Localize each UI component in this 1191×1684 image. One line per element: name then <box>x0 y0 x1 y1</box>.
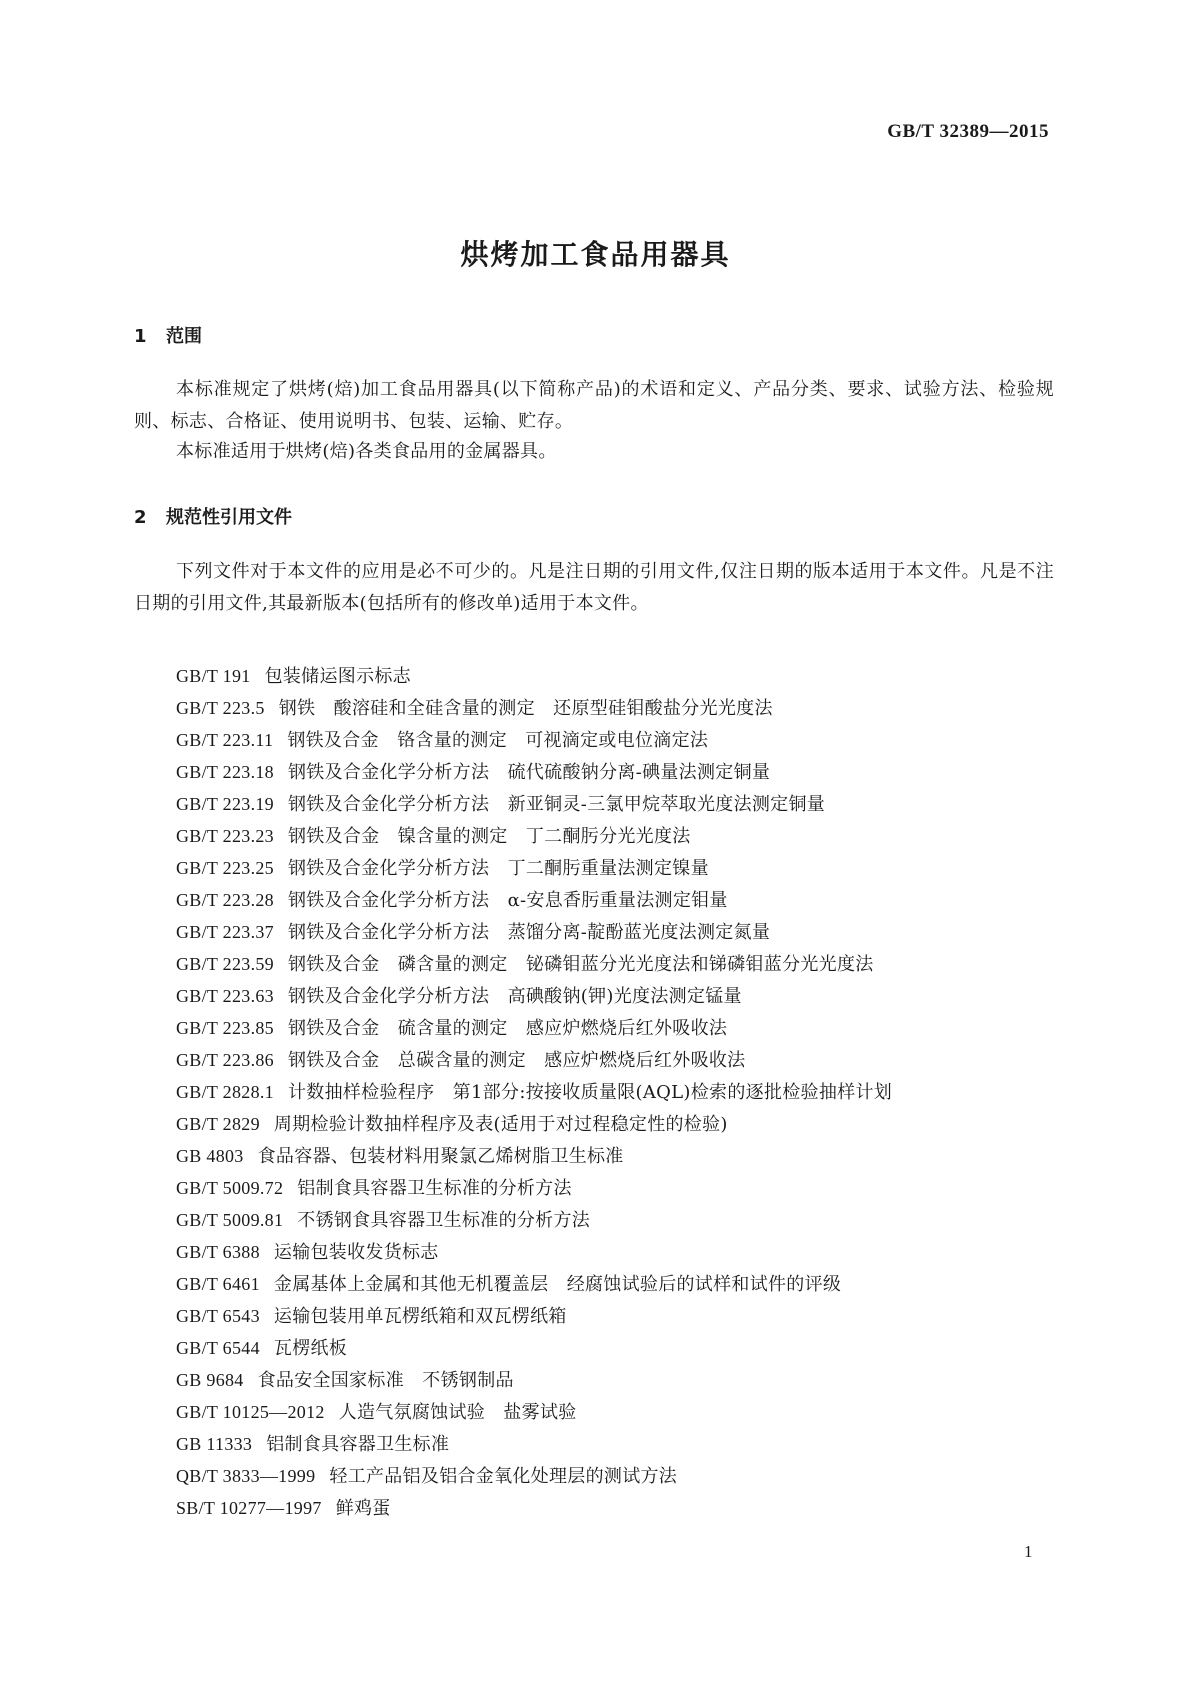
reference-title: 食品容器、包装材料用聚氯乙烯树脂卫生标准 <box>257 1146 624 1167</box>
reference-title: 铝制食具容器卫生标准 <box>266 1434 450 1455</box>
reference-title: 食品安全国家标准 不锈钢制品 <box>257 1370 514 1391</box>
reference-item <box>176 1332 892 1364</box>
reference-code: SB/T 10277—1997 <box>176 1498 322 1518</box>
reference-code: GB/T 10125—2012 <box>176 1402 325 1422</box>
reference-title: 钢铁及合金化学分析方法 丁二酮肟重量法测定镍量 <box>287 858 709 879</box>
reference-title: 人造气氛腐蚀试验 盐雾试验 <box>338 1402 577 1423</box>
section-2-intro: 下列文件对于本文件的应用是必不可少的。凡是注日期的引用文件,仅注日期的版本适用于本文件。凡是不注日期的引用文件,其最新版本(包括所有的修改单)适用于本文件。 <box>134 561 1054 614</box>
reference-title: 钢铁及合金 总碳含量的测定 感应炉燃烧后红外吸收法 <box>287 1050 746 1071</box>
section-1-heading <box>134 322 202 348</box>
reference-code: GB/T 223.28 <box>176 890 274 910</box>
reference-code: GB/T 6388 <box>176 1242 260 1262</box>
reference-code: GB 11333 <box>176 1434 253 1454</box>
reference-code: GB/T 223.63 <box>176 986 274 1006</box>
reference-item <box>176 1364 892 1396</box>
page-number: 1 <box>1024 1542 1033 1561</box>
reference-code: GB/T 223.25 <box>176 858 274 878</box>
reference-code: GB/T 2829 <box>176 1114 260 1134</box>
section-1-title: 范围 <box>166 326 202 347</box>
reference-item <box>176 948 892 980</box>
reference-item <box>176 820 892 852</box>
reference-title: 运输包装收发货标志 <box>273 1242 439 1263</box>
section-1-number: 1 <box>134 326 147 347</box>
standard-number: GB/T 32389—2015 <box>887 121 1049 142</box>
section-2-heading <box>134 503 292 529</box>
reference-item <box>176 1460 892 1492</box>
reference-item <box>176 1428 892 1460</box>
reference-item <box>176 852 892 884</box>
reference-code: GB/T 223.85 <box>176 1018 274 1038</box>
reference-code: GB/T 223.11 <box>176 730 274 750</box>
reference-title: 钢铁及合金化学分析方法 高碘酸钠(钾)光度法测定锰量 <box>287 986 742 1007</box>
reference-title: 运输包装用单瓦楞纸箱和双瓦楞纸箱 <box>273 1306 567 1327</box>
reference-item <box>176 1300 892 1332</box>
reference-title: 铝制食具容器卫生标准的分析方法 <box>297 1178 572 1199</box>
reference-title: 钢铁及合金化学分析方法 蒸馏分离-靛酚蓝光度法测定氮量 <box>287 922 771 943</box>
reference-title: 钢铁及合金 镍含量的测定 丁二酮肟分光光度法 <box>287 826 691 847</box>
reference-code: GB/T 6543 <box>176 1306 260 1326</box>
section-1-paragraph-2: 本标准适用于烘烤(焙)各类食品用的金属器具。 <box>176 441 557 462</box>
reference-code: GB/T 5009.81 <box>176 1210 284 1230</box>
reference-title: 钢铁及合金 磷含量的测定 铋磷钼蓝分光光度法和锑磷钼蓝分光光度法 <box>287 954 874 975</box>
reference-title: 包装储运图示标志 <box>264 666 411 687</box>
reference-item <box>176 980 892 1012</box>
reference-title: 轻工产品铝及铝合金氧化处理层的测试方法 <box>329 1466 678 1487</box>
reference-code: GB/T 223.18 <box>176 762 274 782</box>
section-1-paragraph-1: 本标准规定了烘烤(焙)加工食品用器具(以下简称产品)的术语和定义、产品分类、要求、试验方法、检验规则、标志、合格证、使用说明书、包装、运输、贮存。 <box>134 379 1054 432</box>
reference-title: 鲜鸡蛋 <box>335 1498 391 1519</box>
reference-item <box>176 1012 892 1044</box>
reference-title: 不锈钢食具容器卫生标准的分析方法 <box>297 1210 591 1231</box>
reference-item <box>176 660 892 692</box>
reference-code: GB/T 6544 <box>176 1338 260 1358</box>
document-title: 烘烤加工食品用器具 <box>460 238 731 271</box>
reference-item <box>176 1236 892 1268</box>
reference-item <box>176 1492 892 1524</box>
reference-item <box>176 1076 892 1108</box>
reference-title: 瓦楞纸板 <box>273 1338 348 1359</box>
reference-item <box>176 1204 892 1236</box>
reference-title: 金属基体上金属和其他无机覆盖层 经腐蚀试验后的试样和试件的评级 <box>273 1274 842 1295</box>
reference-item <box>176 724 892 756</box>
reference-code: GB/T 223.37 <box>176 922 274 942</box>
reference-item <box>176 1044 892 1076</box>
reference-item <box>176 756 892 788</box>
reference-item <box>176 788 892 820</box>
reference-code: GB 4803 <box>176 1146 244 1166</box>
reference-code: GB/T 223.86 <box>176 1050 274 1070</box>
reference-title: 钢铁及合金化学分析方法 新亚铜灵-三氯甲烷萃取光度法测定铜量 <box>287 794 826 815</box>
reference-title: 钢铁及合金化学分析方法 硫代硫酸钠分离-碘量法测定铜量 <box>287 762 771 783</box>
reference-list <box>176 660 892 1524</box>
reference-title: 钢铁及合金 铬含量的测定 可视滴定或电位滴定法 <box>287 730 709 751</box>
reference-item <box>176 1396 892 1428</box>
reference-title: 计数抽样检验程序 第1部分:按接收质量限(AQL)检索的逐批检验抽样计划 <box>287 1082 893 1103</box>
reference-item <box>176 1172 892 1204</box>
reference-item <box>176 1140 892 1172</box>
reference-code: GB/T 2828.1 <box>176 1082 274 1102</box>
reference-code: GB/T 223.5 <box>176 698 265 718</box>
reference-item <box>176 692 892 724</box>
reference-item <box>176 884 892 916</box>
reference-title: 钢铁及合金化学分析方法 α-安息香肟重量法测定钼量 <box>287 890 728 911</box>
reference-code: GB/T 223.23 <box>176 826 274 846</box>
reference-code: GB/T 191 <box>176 666 251 686</box>
section-2-title: 规范性引用文件 <box>166 507 292 528</box>
reference-title: 钢铁及合金 硫含量的测定 感应炉燃烧后红外吸收法 <box>287 1018 728 1039</box>
reference-item <box>176 1268 892 1300</box>
reference-code: GB/T 5009.72 <box>176 1178 284 1198</box>
reference-code: GB/T 6461 <box>176 1274 260 1294</box>
reference-code: GB/T 223.59 <box>176 954 274 974</box>
reference-code: GB/T 223.19 <box>176 794 274 814</box>
reference-item <box>176 916 892 948</box>
reference-item <box>176 1108 892 1140</box>
section-2-number: 2 <box>134 507 147 528</box>
reference-code: QB/T 3833—1999 <box>176 1466 316 1486</box>
reference-title: 周期检验计数抽样程序及表(适用于对过程稳定性的检验) <box>273 1114 728 1135</box>
reference-code: GB 9684 <box>176 1370 244 1390</box>
reference-title: 钢铁 酸溶硅和全硅含量的测定 还原型硅钼酸盐分光光度法 <box>278 698 773 719</box>
